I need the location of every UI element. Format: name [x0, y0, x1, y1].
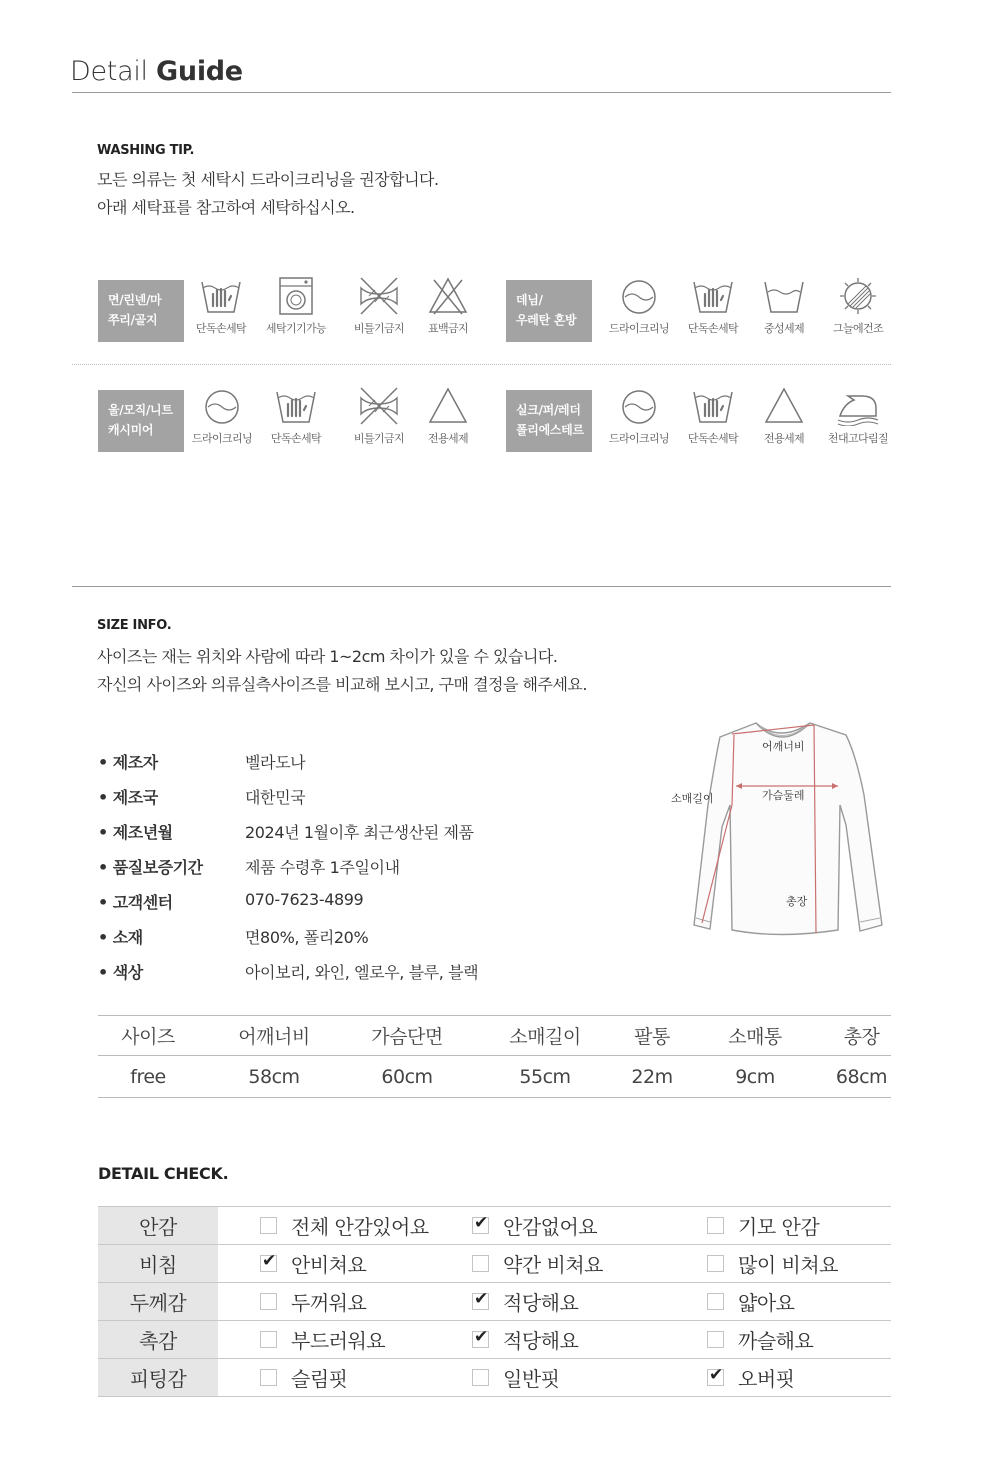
detail-row: [98, 1283, 891, 1321]
care-category-line: 쭈리/골지: [108, 313, 158, 327]
dry-clean-icon: [200, 386, 244, 426]
detail-row: [98, 1207, 891, 1245]
size-table-header: 사이즈: [121, 1026, 175, 1048]
checkbox-label: 까슬해요: [738, 1329, 814, 1353]
care-category: [98, 280, 184, 342]
info-row: [98, 820, 618, 855]
care-symbol: [184, 386, 260, 446]
checkbox-label: 두꺼워요: [291, 1291, 367, 1315]
info-row: [98, 785, 618, 820]
checkbox-label: 얇아요: [738, 1291, 795, 1315]
care-symbol: [410, 276, 486, 336]
care-symbol-label: 비틀기금지: [353, 322, 405, 335]
handwash-icon: [274, 386, 318, 426]
care-symbol: [746, 386, 822, 446]
care-symbol: [341, 386, 417, 446]
length-label: 총장: [786, 895, 808, 908]
chest-label: 가슴둘레: [762, 789, 805, 802]
size-table: [98, 1015, 891, 1098]
no-wring-icon: [357, 386, 401, 426]
care-symbol: [820, 276, 896, 336]
size-table-header-row: [98, 1016, 891, 1056]
checkbox[interactable]: [707, 1331, 724, 1348]
checkbox-label: 일반핏: [503, 1367, 560, 1391]
detail-row-name: 피팅감: [98, 1359, 218, 1397]
info-key: • 고객센터: [98, 893, 173, 912]
detail-check-table: [98, 1206, 891, 1397]
info-key: • 제조년월: [98, 823, 173, 842]
care-category-line: 실크/퍼/레더: [516, 403, 581, 417]
handwash-icon: [199, 276, 243, 316]
handwash-icon: [691, 276, 735, 316]
special-detergent-icon: [426, 386, 470, 426]
checkbox[interactable]: [472, 1217, 489, 1234]
iron-cloth-icon: [836, 386, 880, 426]
no-wring-icon: [357, 276, 401, 316]
info-row: [98, 890, 618, 925]
sleeve-label: 소매길이: [671, 792, 714, 805]
size-table-header: 소매통: [728, 1026, 782, 1048]
size-table-header: 팔통: [634, 1026, 670, 1048]
care-symbol-label: 표백금지: [427, 322, 469, 335]
checkbox-label: 부드러워요: [291, 1329, 386, 1353]
checkbox-label: 약간 비쳐요: [503, 1253, 603, 1277]
checkbox[interactable]: [260, 1369, 277, 1386]
dry-clean-icon: [617, 276, 661, 316]
info-key: • 품질보증기간: [98, 858, 203, 877]
size-table-cell: 9cm: [735, 1065, 775, 1088]
info-value: 대한민국: [245, 788, 306, 807]
checkbox-label: 기모 안감: [738, 1215, 820, 1239]
info-key: • 색상: [98, 963, 143, 982]
size-table-header: 어깨너비: [238, 1026, 310, 1048]
info-key: • 소재: [98, 928, 143, 947]
care-symbol-label: 단독손세탁: [195, 322, 247, 335]
size-table-header: 소매길이: [509, 1026, 581, 1048]
detail-check-label: DETAIL CHECK.: [98, 1164, 229, 1183]
size-table-cell: 58cm: [248, 1065, 300, 1088]
checkbox[interactable]: [472, 1369, 489, 1386]
checkbox-label: 적당해요: [503, 1291, 579, 1315]
dry-clean-icon: [617, 386, 661, 426]
checkbox-label: 적당해요: [503, 1329, 579, 1353]
detail-row: [98, 1245, 891, 1283]
size-table-header: 가슴단면: [371, 1026, 443, 1048]
washing-intro: [97, 166, 439, 222]
care-symbol: [820, 386, 896, 446]
care-symbol: [601, 276, 677, 336]
size-table-cell: 22m: [631, 1065, 673, 1088]
size-info-label: SIZE INFO.: [97, 618, 172, 633]
checkbox-label: 슬림핏: [291, 1367, 348, 1391]
detail-row: [98, 1321, 891, 1359]
care-symbol-label: 그늘에건조: [832, 322, 884, 335]
size-table-header: 총장: [843, 1026, 880, 1048]
care-symbol: [258, 276, 334, 336]
checkbox-label: 안감없어요: [503, 1215, 598, 1239]
info-row: [98, 925, 618, 960]
checkbox-label: 전체 안감있어요: [291, 1215, 429, 1239]
checkbox[interactable]: [260, 1331, 277, 1348]
info-value: 면80%, 폴리20%: [245, 928, 369, 947]
neutral-detergent-icon: [762, 276, 806, 316]
care-symbol: [746, 276, 822, 336]
care-symbol-label: 드라이크리닝: [608, 322, 670, 335]
care-symbol-label: 전용세제: [763, 432, 805, 445]
care-category-line: 폴리에스테르: [516, 423, 584, 437]
info-key: • 제조자: [98, 753, 158, 772]
washing-intro-line: 아래 세탁표를 참고하여 세탁하십시오.: [97, 198, 355, 217]
checkbox[interactable]: [472, 1293, 489, 1310]
checkbox-label: 안비쳐요: [291, 1253, 367, 1277]
shade-dry-icon: [836, 276, 880, 316]
info-row: [98, 960, 618, 995]
care-symbol-label: 단독손세탁: [270, 432, 322, 445]
checkbox[interactable]: [260, 1255, 277, 1272]
care-category-line: 울/모직/니트: [108, 403, 173, 417]
detail-row-name: 안감: [98, 1207, 218, 1245]
size-table-cell: 60cm: [381, 1065, 433, 1088]
care-category-line: 데님/: [516, 293, 543, 307]
info-key: • 제조국: [98, 788, 158, 807]
info-value: 벨라도나: [245, 753, 306, 772]
checkbox[interactable]: [707, 1293, 724, 1310]
size-intro-line: 사이즈는 재는 위치와 사람에 따라 1~2cm 차이가 있을 수 있습니다.: [97, 647, 558, 666]
care-category-line: 캐시미어: [108, 423, 154, 437]
care-symbol-label: 드라이크리닝: [191, 432, 253, 445]
info-row: [98, 750, 618, 785]
size-intro-line: 자신의 사이즈와 의류실측사이즈를 비교해 보시고, 구매 결정을 해주세요.: [97, 675, 587, 694]
checkbox-label: 오버핏: [738, 1367, 795, 1391]
info-value: 제품 수령후 1주일이내: [245, 858, 400, 877]
title-light: Detail: [70, 56, 148, 87]
checkbox[interactable]: [260, 1217, 277, 1234]
size-table-cell: 55cm: [519, 1065, 571, 1088]
care-category: [98, 390, 184, 452]
size-table-cell: 68cm: [835, 1065, 888, 1088]
washing-intro-line: 모든 의류는 첫 세탁시 드라이크리닝을 권장합니다.: [97, 170, 439, 189]
info-value: 2024년 1월이후 최근생산된 제품: [245, 823, 474, 842]
detail-row-name: 촉감: [98, 1321, 218, 1359]
no-bleach-icon: [426, 276, 470, 316]
checkbox-label: 많이 비쳐요: [738, 1253, 838, 1277]
checkbox[interactable]: [472, 1255, 489, 1272]
care-symbol-label: 단독손세탁: [687, 432, 739, 445]
washing-tip-label: WASHING TIP.: [97, 143, 195, 158]
care-divider: [72, 364, 891, 365]
size-intro: [97, 643, 587, 699]
header-divider: [72, 92, 891, 93]
title-bold: Guide: [156, 56, 243, 87]
care-symbol-label: 천대고다림질: [827, 432, 889, 445]
info-value: 아이보리, 와인, 엘로우, 블루, 블랙: [245, 963, 479, 982]
care-symbol: [601, 386, 677, 446]
info-row: [98, 855, 618, 890]
checkbox[interactable]: [472, 1331, 489, 1348]
care-symbol-label: 비틀기금지: [353, 432, 405, 445]
care-category: [506, 390, 592, 452]
care-symbol-label: 세탁기기가능: [265, 322, 327, 335]
handwash-icon: [691, 386, 735, 426]
special-detergent-icon: [762, 386, 806, 426]
care-symbol: [675, 276, 751, 336]
garment-diagram: [660, 715, 890, 940]
washing-machine-icon: [274, 276, 318, 316]
shoulder-label: 어깨너비: [762, 740, 805, 753]
care-symbol: [410, 386, 486, 446]
size-table-row: [98, 1056, 891, 1098]
care-symbol-label: 전용세제: [427, 432, 469, 445]
detail-row-name: 두께감: [98, 1283, 218, 1321]
care-category-line: 면/린넨/마: [108, 293, 162, 307]
care-symbol: [183, 276, 259, 336]
care-symbol: [675, 386, 751, 446]
care-symbol-label: 단독손세탁: [687, 322, 739, 335]
care-category: [506, 280, 592, 342]
checkbox[interactable]: [707, 1369, 724, 1386]
care-symbol-label: 중성세제: [763, 322, 805, 335]
checkbox[interactable]: [707, 1255, 724, 1272]
care-symbol: [341, 276, 417, 336]
care-symbol: [258, 386, 334, 446]
section-divider: [72, 586, 891, 587]
info-value: 070-7623-4899: [245, 890, 364, 909]
detail-row: [98, 1359, 891, 1397]
page-title: [70, 56, 243, 87]
care-category-line: 우레탄 혼방: [516, 313, 577, 327]
size-table-cell: free: [130, 1065, 166, 1088]
checkbox[interactable]: [707, 1217, 724, 1234]
detail-row-name: 비침: [98, 1245, 218, 1283]
care-symbol-label: 드라이크리닝: [608, 432, 670, 445]
checkbox[interactable]: [260, 1293, 277, 1310]
